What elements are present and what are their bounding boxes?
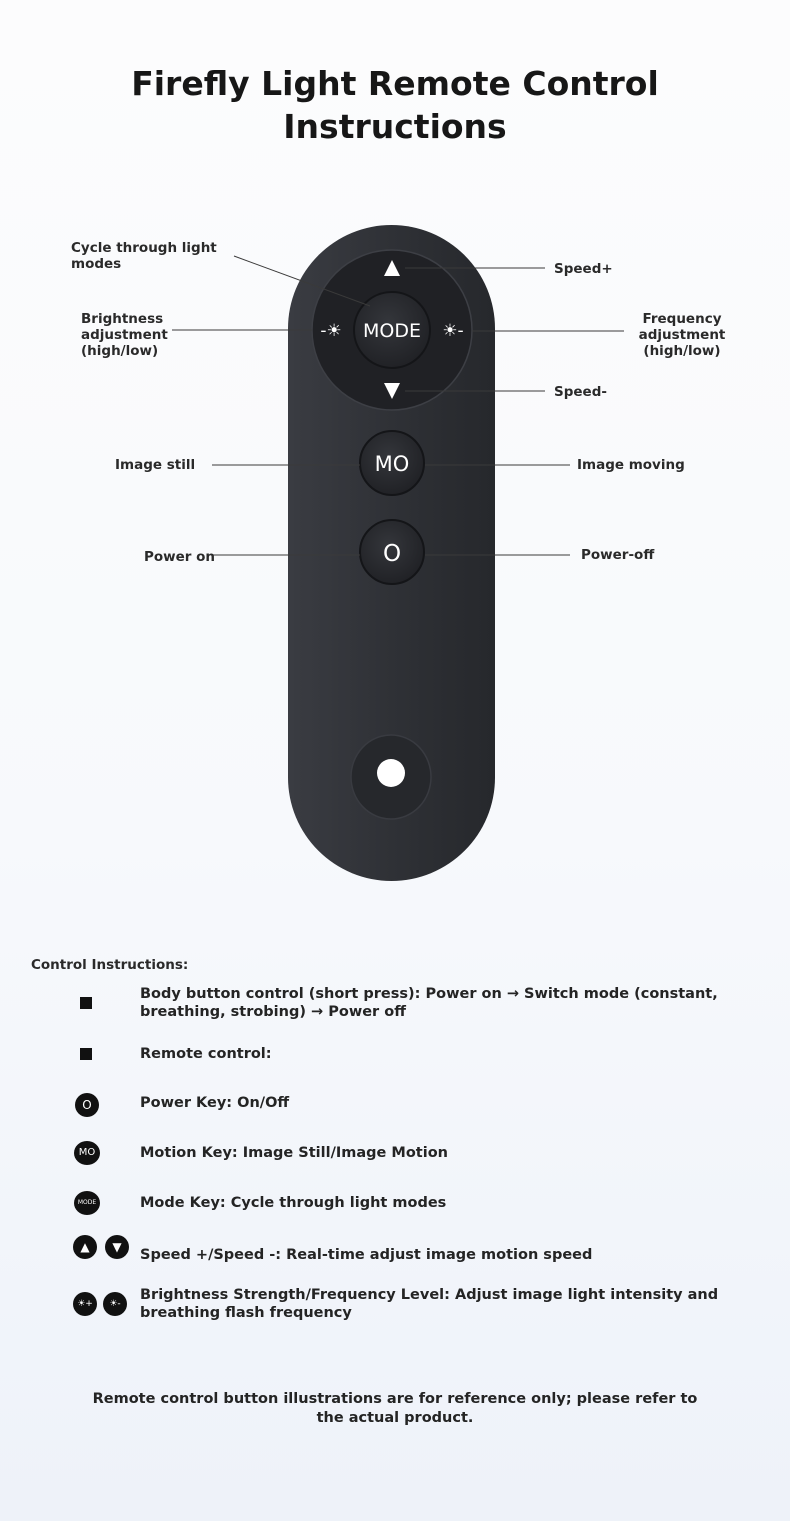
speed-up-icon: ▲ (73, 1235, 97, 1259)
motion-key-icon: MO (74, 1141, 100, 1165)
footer-note-line1: Remote control button illustrations are for reference only; please refer to (92, 1391, 698, 1407)
instruction-text: Mode Key: Cycle through light modes (140, 1195, 447, 1211)
callout-image-moving: Image moving (577, 457, 685, 473)
footer-note (0, 1390, 790, 1428)
page-title-line2: Instructions (283, 107, 507, 146)
callout-speed-plus: Speed+ (554, 261, 613, 277)
instruction-text: Brightness Strength/Frequency Level: Adjust image light intensity and breathing flash frequency (140, 1287, 719, 1321)
page-title-line1: Firefly Light Remote Control (131, 64, 659, 103)
callout-cycle-line2: modes (71, 256, 122, 272)
mode-key-icon: MODE (74, 1191, 100, 1215)
callout-power-off: Power-off (581, 547, 655, 563)
footer-note-line2: the actual product. (316, 1410, 474, 1426)
callout-frequency-line2: adjustment (638, 327, 726, 343)
callout-frequency-line1: Frequency (642, 311, 722, 327)
square-bullet-icon (80, 997, 92, 1009)
callout-frequency-line3: (high/low) (643, 343, 721, 359)
instruction-text: Motion Key: Image Still/Image Motion (140, 1145, 448, 1161)
brightness-button[interactable] (320, 321, 341, 341)
frequency-icon: ☀- (442, 321, 464, 341)
square-bullet-icon (80, 1048, 92, 1060)
brightness-icon: -☀ (320, 321, 342, 341)
callout-brightness-line2: adjustment (81, 327, 168, 343)
motion-button[interactable] (360, 431, 424, 495)
callout-cycle-line1: Cycle through light (71, 240, 217, 256)
instruction-text: Body button control (short press): Power on → Switch mode (constant, breathing, strobing) → Power off (140, 986, 718, 1020)
callout-power-on: Power on (144, 549, 216, 565)
power-button[interactable] (360, 520, 424, 584)
callout-speed-minus: Speed- (554, 384, 607, 400)
instruction-text: Power Key: On/Off (140, 1095, 290, 1111)
mode-button-label: MODE (363, 320, 421, 342)
speed-down-icon: ▼ (105, 1235, 129, 1259)
frequency-button[interactable] (442, 321, 463, 341)
callout-frequency (626, 311, 738, 359)
callout-brightness (81, 311, 168, 359)
callout-brightness-line3: (high/low) (81, 343, 159, 359)
instruction-text: Speed +/Speed -: Real-time adjust image motion speed (140, 1247, 593, 1263)
mode-button[interactable] (354, 292, 430, 368)
brightness-key-icon: ☀+ (73, 1292, 97, 1316)
callout-cycle (71, 240, 217, 272)
callout-image-still: Image still (115, 457, 196, 473)
instruction-text: Remote control: (140, 1046, 272, 1062)
motion-button-label: MO (374, 452, 410, 476)
frequency-key-icon: ☀- (103, 1292, 127, 1316)
instructions-heading: Control Instructions: (31, 957, 189, 973)
lanyard-hole (351, 735, 431, 819)
power-key-icon: O (75, 1093, 99, 1117)
callout-brightness-line1: Brightness (81, 311, 164, 327)
power-button-label: O (382, 541, 402, 567)
